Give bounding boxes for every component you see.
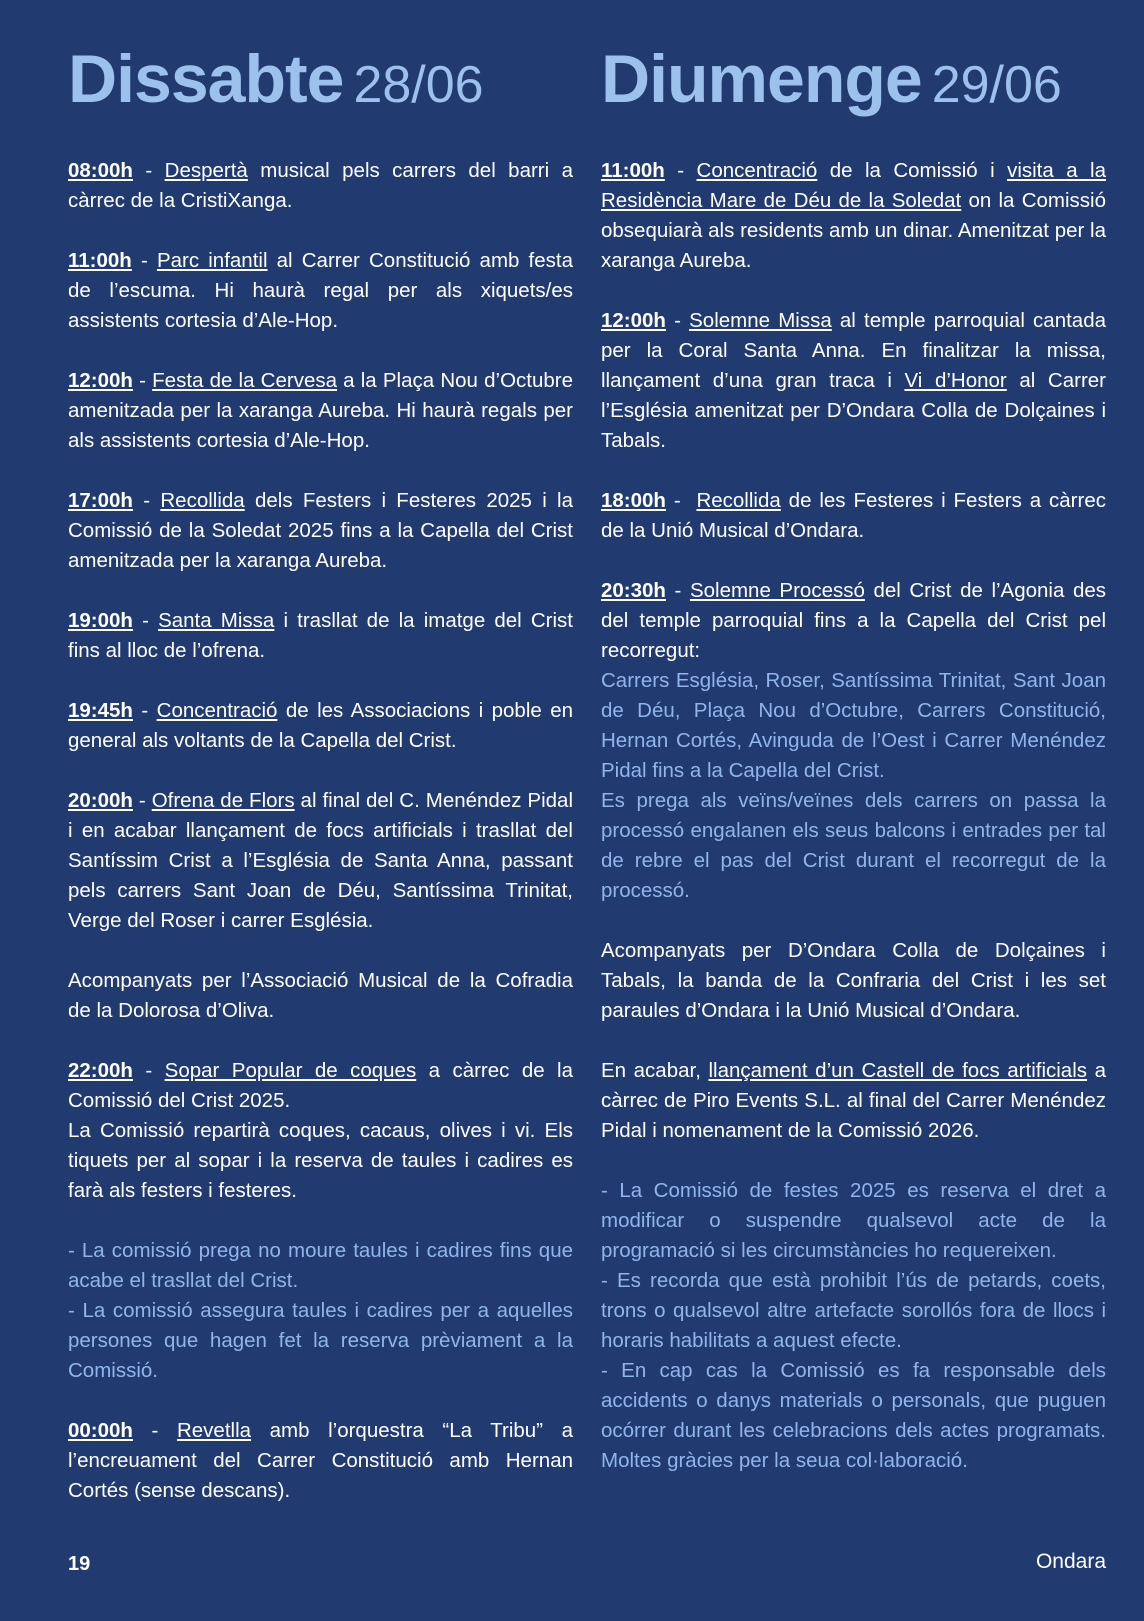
dinner-details: La Comissió repartirà coques, cacaus, olives i vi. Els tiquets per al sopar i la reserva de taules i cadires es farà als festers i festeres. (68, 1119, 573, 1202)
note-item: - La Comissió de festes 2025 es reserva el dret a modificar o suspendre qualsevol acte de la programació si les circumstàncies ho requereixen. (601, 1179, 1106, 1262)
event-entry: 20:00h - Ofrena de Flors al final del C. Menéndez Pidal i en acabar llançament de focs artificials i trasllat del Santíssim Crist a l’Església de Santa Anna, passant pels carrers Sant Joan de Déu, Santíssima Trinitat, Verge del Roser i carrer Església. (68, 789, 574, 932)
sunday-date: 29/06 (931, 56, 1062, 114)
event-title: Festa de la Cervesa (152, 369, 338, 392)
note-item: - La comissió prega no moure taules i cadires fins que acabe el trasllat del Crist. (68, 1239, 573, 1292)
event-description: a càrrec de Piro Events S.L. al final del Carrer Menéndez Pidal i nomenament de la Comissió 2026. (601, 1059, 1106, 1142)
note-item: - Es recorda que està prohibit l’ús de petards, coets, trons o qualsevol altre artefacte sorollós fora de llocs i horaris habilitats a aquest efecte. (601, 1269, 1106, 1352)
saturday-column (68, 40, 573, 1536)
page-number: 19 (68, 1553, 91, 1575)
event-time: 22:00h (68, 1059, 133, 1082)
event-title: Sopar Popular de coques (164, 1059, 417, 1082)
event-title: Santa Missa (158, 609, 275, 632)
event-time: 19:00h (68, 609, 133, 632)
footer-brand: Ondara (1035, 1550, 1106, 1573)
event-title: Despertà (164, 159, 248, 182)
note-item: - La comissió assegura taules i cadires per a aquelles persones que hagen fet la reserva prèviament a la Comissió. (68, 1299, 573, 1382)
event-description: al Carrer l’Església amenitzat per D’Ondara Colla de Dolçaines i Tabals. (601, 369, 1107, 452)
event-title: llançament d’un Castell de focs artificials (708, 1059, 1088, 1082)
event-entry: 19:45h - Concentració de les Associacions i poble en general als voltants de la Capella del Crist. (68, 699, 573, 752)
event-description: del Crist de l’Agonia des del temple parroquial fins a la Capella del Crist pel recorregut: (601, 579, 1107, 662)
event-description: on la Comissió obsequiarà als residents amb un dinar. Amenitzat per la xaranga Aureba. (601, 189, 1106, 272)
event-description: de les Associacions i poble en general als voltants de la Capella del Crist. (68, 699, 573, 752)
event-time: 11:00h (68, 249, 132, 272)
event-entry: 17:00h - Recollida dels Festers i Festeres 2025 i la Comissió de la Soledat 2025 fins a la Capella del Crist amenitzada per la xaranga Aureba. (68, 489, 573, 572)
event-entry: 19:00h - Santa Missa i trasllat de la imatge del Crist fins al lloc de l’ofrena. (68, 609, 574, 662)
event-description: dels Festers i Festeres 2025 i la Comissió de la Soledat 2025 fins a la Capella del Crist amenitzada per la xaranga Aureba. (68, 489, 573, 572)
event-entry: 08:00h - Despertà musical pels carrers del barri a càrrec de la CristiXanga. (68, 159, 573, 212)
event-title: Recollida (160, 489, 245, 512)
event-entry: 11:00h - Parc infantil al Carrer Constitució amb festa de l’escuma. Hi haurà regal per als xiquets/es assistents cortesia d’Ale-Hop. (68, 249, 574, 332)
sunday-day: Diumenge (601, 41, 922, 117)
event-title: Vi d’Honor (904, 369, 1007, 392)
event-title: Concentració (696, 159, 818, 182)
sunday-column (601, 40, 1106, 1476)
event-entry: 20:30h - Solemne Processó del Crist de l’Agonia des del temple parroquial fins a la Capella del Crist pel recorregut: Carrers Església, Roser, Santíssima Trinitat, Sant Joan de Déu, Plaça Nou d’Octubre, Carrers Constitució, Hernan Cortés, Avinguda de l’Oest i Carrer Menéndez Pidal fins a la Capella del Crist. Es prega als veïns/veïnes dels carrers on passa la processó engalanen els seus balcons i entrades per tal de rebre el pas del Crist durant el recorregut de la processó. (601, 576, 1106, 906)
event-description: al final del C. Menéndez Pidal i en acabar llançament de focs artificials i trasllat del Santíssim Crist a l’Església de Santa Anna, passant pels carrers Sant Joan de Déu, Santíssima Trinitat, Verge del Roser i carrer Església. (68, 789, 574, 932)
event-title: Concentració (156, 699, 278, 722)
event-title: Parc infantil (156, 249, 268, 272)
event-time: 12:00h (68, 369, 133, 392)
event-title: Solemne Processó (689, 579, 865, 602)
event-entry: 18:00h - Recollida de les Festeres i Festers a càrrec de la Unió Musical d’Ondara. (601, 489, 1106, 542)
event-entry: En acabar, llançament d’un Castell de focs artificials a càrrec de Piro Events S.L. al final del Carrer Menéndez Pidal i nomenament de la Comissió 2026. (601, 1059, 1106, 1142)
notes-block (601, 1176, 1106, 1476)
accompaniment-text: Acompanyats per D’Ondara Colla de Dolçaines i Tabals, la banda de la Confraria del Crist i les set paraules d’Ondara i la Unió Musical d’Ondara. (601, 939, 1106, 1022)
event-description: de les Festeres i Festers a càrrec de la Unió Musical d’Ondara. (601, 489, 1106, 542)
event-title: visita a la Residència Mare de Déu de la Soledat (601, 159, 1106, 212)
sunday-heading (601, 40, 1106, 118)
event-description: a la Plaça Nou d’Octubre amenitzada per la xaranga Aureba. Hi haurà regals per als assistents cortesia d’Ale-Hop. (68, 369, 573, 452)
event-description: a càrrec de la Comissió del Crist 2025. (68, 1059, 574, 1112)
event-entry: 00:00h - Revetlla amb l’orquestra “La Tribu” a l’encreuament del Carrer Constitució amb Hernan Cortés (sense descans). (68, 1419, 573, 1502)
event-time: 00:00h (68, 1419, 133, 1442)
saturday-date: 28/06 (353, 56, 484, 114)
event-description: al Carrer Constitució amb festa de l’escuma. Hi haurà regal per als xiquets/es assistents cortesia d’Ale-Hop. (68, 249, 574, 332)
procession-route: Carrers Església, Roser, Santíssima Trinitat, Sant Joan de Déu, Plaça Nou d’Octubre, Carrers Constitució, Hernan Cortés, Avinguda de l’Oest i Carrer Menéndez Pidal fins a la Capella del Crist. (601, 669, 1106, 782)
event-time: 11:00h (601, 159, 665, 182)
event-description: amb l’orquestra “La Tribu” a l’encreuament del Carrer Constitució amb Hernan Cortés (sense descans). (68, 1419, 573, 1502)
event-entry: 12:00h - Festa de la Cervesa a la Plaça Nou d’Octubre amenitzada per la xaranga Aureba. Hi haurà regals per als assistents cortesia d’Ale-Hop. (68, 369, 573, 452)
event-entry: 11:00h - Concentració de la Comissió i visita a la Residència Mare de Déu de la Soledat on la Comissió obsequiarà als residents amb un dinar. Amenitzat per la xaranga Aureba. (601, 159, 1106, 272)
event-entry: 12:00h - Solemne Missa al temple parroquial cantada per la Coral Santa Anna. En finalitzar la missa, llançament d’una gran traca i Vi d’Honor al Carrer l’Església amenitzat per D’Ondara Colla de Dolçaines i Tabals. (601, 309, 1107, 452)
note-item: - En cap cas la Comissió es fa responsable dels accidents o danys materials o personals, que puguen ocórrer durant les celebracions dels actes programats. Moltes gràcies per la seua col·laboració. (601, 1359, 1106, 1472)
event-title: Solemne Missa (689, 309, 832, 332)
saturday-heading (68, 40, 573, 118)
event-title: Ofrena de Flors (151, 789, 295, 812)
procession-request: Es prega als veïns/veïnes dels carrers on passa la processó engalanen els seus balcons i entrades per tal de rebre el pas del Crist durant el recorregut de la processó. (601, 789, 1106, 902)
event-time: 08:00h (68, 159, 133, 182)
notes-block (68, 1236, 573, 1386)
event-description: i trasllat de la imatge del Crist fins al lloc de l’ofrena. (68, 609, 574, 662)
event-entry: 22:00h - Sopar Popular de coques a càrrec de la Comissió del Crist 2025. La Comissió repartirà coques, cacaus, olives i vi. Els tiquets per al sopar i la reserva de taules i cadires es farà als festers i festeres. (68, 1056, 573, 1206)
event-title: Recollida (696, 489, 781, 512)
event-time: 12:00h (601, 309, 666, 332)
saturday-day: Dissabte (68, 41, 344, 117)
event-time: 20:00h (68, 789, 133, 812)
event-time: 18:00h (601, 489, 666, 512)
event-time: 17:00h (68, 489, 133, 512)
event-title: Revetlla (176, 1419, 252, 1442)
event-description: musical pels carrers del barri a càrrec de la CristiXanga. (68, 159, 573, 212)
event-time: 19:45h (68, 699, 133, 722)
event-time: 20:30h (601, 579, 666, 602)
accompaniment-text: Acompanyats per l’Associació Musical de la Cofradia de la Dolorosa d’Oliva. (68, 969, 573, 1022)
